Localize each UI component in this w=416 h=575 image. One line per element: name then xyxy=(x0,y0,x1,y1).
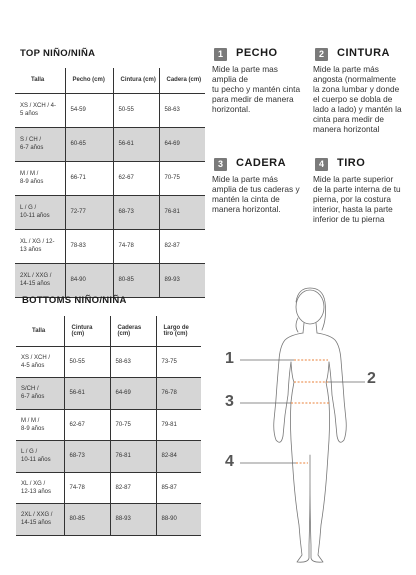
figure-head xyxy=(296,290,324,324)
top-section-title: TOP NIÑO/NIÑA xyxy=(20,48,96,59)
column-header: Cadera (cm) xyxy=(159,68,205,93)
measurement-cell: 64-69 xyxy=(110,378,156,410)
column-header: Largo de tiro (cm) xyxy=(156,316,201,346)
measure-desc-chest: Mide la parte mas amplia de tu pecho y mantén cinta para medir de manera horizontal. xyxy=(212,64,301,114)
table-row xyxy=(15,229,205,263)
measurement-cell: 72-77 xyxy=(65,195,113,229)
size-label-cell: XL / XG / 12- 13 años xyxy=(15,229,65,263)
measurement-cell: 76-81 xyxy=(110,441,156,473)
figure-neck xyxy=(303,323,317,333)
measurement-cell: 76-81 xyxy=(159,195,205,229)
measurement-cell: 88-90 xyxy=(156,504,201,536)
size-label-cell: L / G / 10-11 años xyxy=(16,441,64,473)
measurement-cell: 56-61 xyxy=(113,127,159,161)
measure-number-badge: 3 xyxy=(214,158,227,171)
size-label-cell: S/CH / 6-7 años xyxy=(16,378,64,410)
measurement-cell: 89-93 xyxy=(159,263,205,297)
measurement-cell: 68-73 xyxy=(113,195,159,229)
size-label-cell: M / M / 8-9 años xyxy=(15,161,65,195)
table-row xyxy=(15,263,205,297)
table-row xyxy=(16,441,201,473)
measurement-cell: 62-67 xyxy=(113,161,159,195)
measurement-cell: 74-78 xyxy=(113,229,159,263)
size-label-cell: XL / XG / 12-13 años xyxy=(16,472,64,504)
measurement-cell: 80-85 xyxy=(113,263,159,297)
measure-desc-waist: Mide la parte más angosta (normalmente la zona lumbar y donde el cuerpo se dobla de lado a lado) y mantén la cinta para medir de manera horizontal xyxy=(313,64,402,134)
table-row xyxy=(16,409,201,441)
measurement-cell: 85-87 xyxy=(156,472,201,504)
column-header: Pecho (cm) xyxy=(65,68,113,93)
measurement-cell: 80-85 xyxy=(64,504,110,536)
table-row xyxy=(16,378,201,410)
measurement-cell: 68-73 xyxy=(64,441,110,473)
column-header: Cintura (cm) xyxy=(64,316,110,346)
table-row xyxy=(15,127,205,161)
figure-callout-hip: 3 xyxy=(225,393,234,410)
measure-label-chest: PECHO xyxy=(236,47,278,59)
column-header: Cintura (cm) xyxy=(113,68,159,93)
table-row xyxy=(16,504,201,536)
measurement-cell: 84-90 xyxy=(65,263,113,297)
bottoms-section-title: BOTTOMS NIÑO/NIÑA xyxy=(22,295,127,306)
measurement-cell: 82-87 xyxy=(110,472,156,504)
measurement-cell: 50-55 xyxy=(64,346,110,378)
size-label-cell: L / G / 10-11 años xyxy=(15,195,65,229)
figure-hair xyxy=(296,288,326,332)
measurement-cell: 58-63 xyxy=(110,346,156,378)
measurement-cell: 76-78 xyxy=(156,378,201,410)
column-header: Caderas (cm) xyxy=(110,316,156,346)
measurement-cell: 70-75 xyxy=(110,409,156,441)
size-label-cell: XS / XCH / 4- 5 años xyxy=(15,93,65,127)
measure-number-badge: 4 xyxy=(315,158,328,171)
measure-label-waist: CINTURA xyxy=(337,47,390,59)
measurement-cell: 82-84 xyxy=(156,441,201,473)
size-label-cell: M / M / 8-9 años xyxy=(16,409,64,441)
measurement-cell: 60-65 xyxy=(65,127,113,161)
size-label-cell: 2XL / XXG / 14-15 años xyxy=(16,504,64,536)
figure-torso xyxy=(291,362,330,562)
table-row xyxy=(15,195,205,229)
figure-body-left xyxy=(274,333,303,442)
figure-callout-inseam: 4 xyxy=(225,453,234,470)
measurement-cell: 74-78 xyxy=(64,472,110,504)
measurement-cell: 66-71 xyxy=(65,161,113,195)
measurement-cell: 62-67 xyxy=(64,409,110,441)
table-row xyxy=(15,93,205,127)
measure-desc-inseam: Mide la parte superior de la parte interna de tu pierna, por la costura interior, hasta la parte inferior de tu pierna xyxy=(313,174,401,224)
measurement-cell: 58-63 xyxy=(159,93,205,127)
size-label-cell: S / CH / 6-7 años xyxy=(15,127,65,161)
column-header: Talla xyxy=(15,68,65,93)
table-row xyxy=(16,346,201,378)
measurement-cell: 79-81 xyxy=(156,409,201,441)
figure-callout-chest: 1 xyxy=(225,350,234,367)
measure-label-hip: CADERA xyxy=(236,157,287,169)
measurement-cell: 64-69 xyxy=(159,127,205,161)
measure-number-badge: 1 xyxy=(214,48,227,61)
size-label-cell: XS / XCH / 4-5 años xyxy=(16,346,64,378)
measurement-cell: 73-75 xyxy=(156,346,201,378)
figure-callout-waist: 2 xyxy=(367,370,376,387)
measurement-cell: 54-59 xyxy=(65,93,113,127)
measurement-cell: 56-61 xyxy=(64,378,110,410)
table-row xyxy=(15,161,205,195)
measurement-cell: 88-93 xyxy=(110,504,156,536)
measurement-cell: 82-87 xyxy=(159,229,205,263)
table-row xyxy=(16,472,201,504)
column-header: Talla xyxy=(16,316,64,346)
measure-label-inseam: TIRO xyxy=(337,157,366,169)
measurement-cell: 70-75 xyxy=(159,161,205,195)
size-label-cell: 2XL / XXG / 14-15 años xyxy=(15,263,65,297)
bottoms-size-table xyxy=(16,316,201,536)
figure-body-right xyxy=(317,333,346,442)
measurement-cell: 78-83 xyxy=(65,229,113,263)
measurement-cell: 50-55 xyxy=(113,93,159,127)
top-size-table xyxy=(15,68,205,298)
measure-desc-hip: Mide la parte más amplia de tus caderas y mantén la cinta de manera horizontal. xyxy=(212,174,300,214)
measure-number-badge: 2 xyxy=(315,48,328,61)
